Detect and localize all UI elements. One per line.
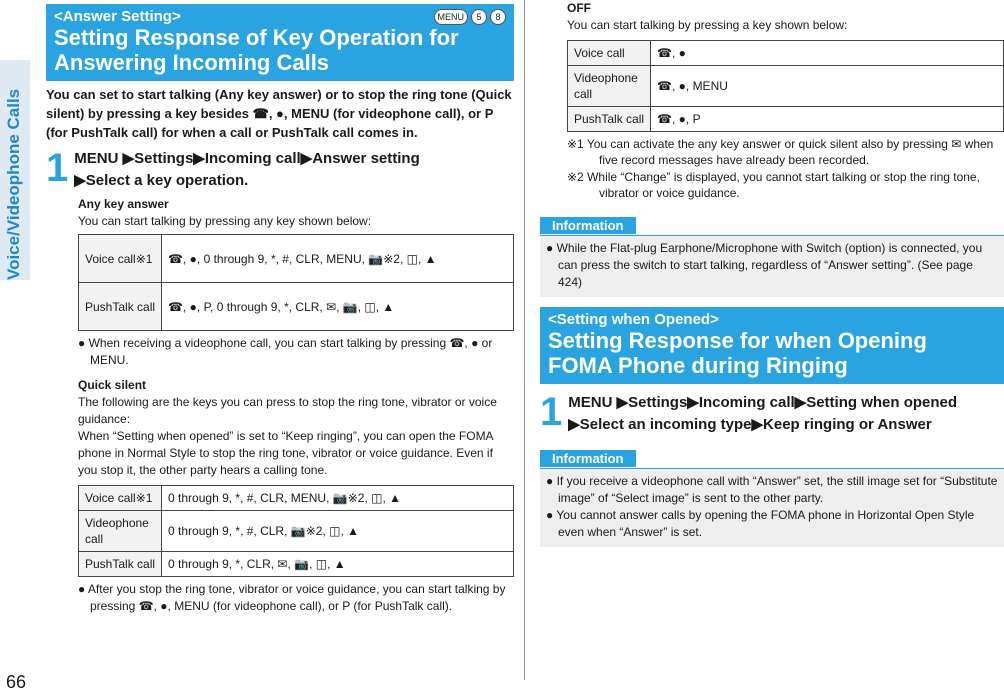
step-1 [540, 392, 1004, 436]
row-keys: 0 through 9, *, #, CLR, 📷※2, ◫, ▲ [162, 511, 514, 552]
step-number: 1 [540, 390, 563, 434]
step-line-1: MENU ▶Settings▶Incoming call▶Setting when opened [568, 394, 958, 411]
table-row [79, 235, 514, 283]
answer-setting-header [46, 4, 514, 81]
quick-silent-desc-2: When “Setting when opened” is set to “Keep ringing”, you can open the FOMA phone in Normal Style to stop the ring tone, vibrator or voice guidance. Even if you stop it, the other party hears a calling tone. [78, 429, 493, 477]
step-number: 1 [46, 146, 69, 190]
bullet-note: ● After you stop the ring tone, vibrator or voice guidance, you can start talking by pressing ☎, ●, MENU (for videophone call), or P (for PushTalk call). [78, 582, 506, 613]
row-keys: 0 through 9, *, #, CLR, MENU, 📷※2, ◫, ▲ [162, 486, 514, 511]
bullet-text: When receiving a videophone call, you can start talking by pressing ☎, ● or MENU. [88, 336, 493, 367]
off-title: OFF [567, 1, 591, 15]
table-row [79, 552, 514, 577]
row-label: Voice call※1 [79, 486, 162, 511]
side-tab [0, 0, 30, 698]
information-box-2 [540, 450, 1004, 547]
footnote-2: ※2 While “Change” is displayed, you cannot start talking or stop the ring tone, vibrator or voice guidance. [567, 170, 980, 200]
row-keys: ☎, ● [651, 41, 1004, 66]
information-text: If you receive a videophone call with “Answer” set, the still image set for “Substitute image” of “Select image” is sent to the other party. [556, 474, 998, 505]
row-keys: 0 through 9, *, CLR, ✉, 📷, ◫, ▲ [162, 552, 514, 577]
quick-silent-desc: The following are the keys you can press to stop the ring tone, vibrator or voice guidance: [78, 395, 497, 426]
information-bullet: ● You cannot answer calls by opening the FOMA phone in Horizontal Open Style even when “Answer” is set. [546, 508, 975, 539]
row-label: Voice call※1 [79, 235, 162, 283]
table-row [79, 486, 514, 511]
information-text: While the Flat-plug Earphone/Microphone with Switch (option) is connected, you can press the switch to start talking, regardless of “Answer setting”. (See page 424) [556, 241, 983, 289]
any-key-desc: You can start talking by pressing any key shown below: [78, 214, 372, 228]
quick-silent-title: Quick silent [78, 378, 147, 392]
off-table [567, 40, 1004, 132]
row-keys: ☎, ●, P [651, 107, 1004, 132]
menu-key-icon: MENU [434, 9, 469, 25]
table-row [568, 107, 1004, 132]
row-label: PushTalk call [568, 107, 651, 132]
table-row [79, 283, 514, 331]
setting-when-opened-header [540, 307, 1004, 384]
bullet-note: ● When receiving a videophone call, you can start talking by pressing ☎, ● or MENU. [78, 336, 493, 367]
information-box-1 [540, 217, 1004, 297]
step-line-1: MENU ▶Settings▶Incoming call▶Answer setting [74, 150, 420, 167]
table-row [568, 66, 1004, 107]
row-keys: ☎, ●, P, 0 through 9, *, CLR, ✉, 📷, ◫, ▲ [162, 283, 514, 331]
information-bullet: ● While the Flat-plug Earphone/Microphone with Switch (option) is connected, you can press the switch to start talking, regardless of “Answer setting”. (See page 424) [546, 241, 983, 289]
column-divider [524, 0, 525, 680]
header-title: Setting Response of Key Operation for Answering Incoming Calls [54, 25, 459, 75]
intro-text: You can set to start talking (Any key answer) or to stop the ring tone (Quick silent) by pressing a key besides ☎, ●, MENU (for videophone call), or P (for PushTalk call) for when a call or PushTalk call comes in. [46, 87, 512, 140]
any-key-title: Any key answer [78, 197, 169, 211]
right-column [540, 0, 1004, 547]
step-line-2: ▶Select a key operation. [74, 172, 249, 189]
row-label: Videophone call [79, 511, 162, 552]
side-tab-label: Voice/Videophone Calls [4, 88, 23, 280]
menu-shortcut [434, 9, 507, 25]
information-text: You cannot answer calls by opening the FOMA phone in Horizontal Open Style even when “Answer” is set. [556, 508, 975, 539]
off-desc: You can start talking by pressing a key shown below: [567, 18, 848, 32]
quick-silent-table [78, 485, 514, 577]
table-row [568, 41, 1004, 66]
header-subtitle: <Setting when Opened> [548, 311, 719, 328]
left-column [46, 4, 514, 615]
page-number: 66 [6, 672, 27, 692]
any-key-table [78, 234, 514, 331]
row-keys: ☎, ●, MENU [651, 66, 1004, 107]
key-8-icon: 8 [490, 9, 506, 25]
row-label: PushTalk call [79, 283, 162, 331]
step-body [46, 196, 514, 615]
row-label: Voice call [568, 41, 651, 66]
footnote-1: ※1 You can activate the any key answer or quick silent also by pressing ✉ when five record messages have already been recorded. [567, 137, 994, 167]
header-title: Setting Response for when Opening FOMA Phone during Ringing [548, 328, 927, 378]
table-row [79, 511, 514, 552]
key-5-icon: 5 [471, 9, 487, 25]
information-bullet: ● If you receive a videophone call with “Answer” set, the still image set for “Substitute image” of “Select image” is sent to the other party. [546, 474, 998, 505]
step-line-2: ▶Select an incoming type▶Keep ringing or Answer [568, 416, 932, 433]
row-label: PushTalk call [79, 552, 162, 577]
off-section [540, 0, 1004, 201]
bullet-text: After you stop the ring tone, vibrator or voice guidance, you can start talking by pressing ☎, ●, MENU (for videophone call), or P (for PushTalk call). [87, 582, 506, 613]
row-label: Videophone call [568, 66, 651, 107]
step-1 [46, 148, 514, 192]
information-heading: Information [540, 217, 636, 234]
row-keys: ☎, ●, 0 through 9, *, #, CLR, MENU, 📷※2, ◫, ▲ [162, 235, 514, 283]
header-subtitle: <Answer Setting> [54, 8, 181, 25]
information-heading: Information [540, 450, 636, 467]
